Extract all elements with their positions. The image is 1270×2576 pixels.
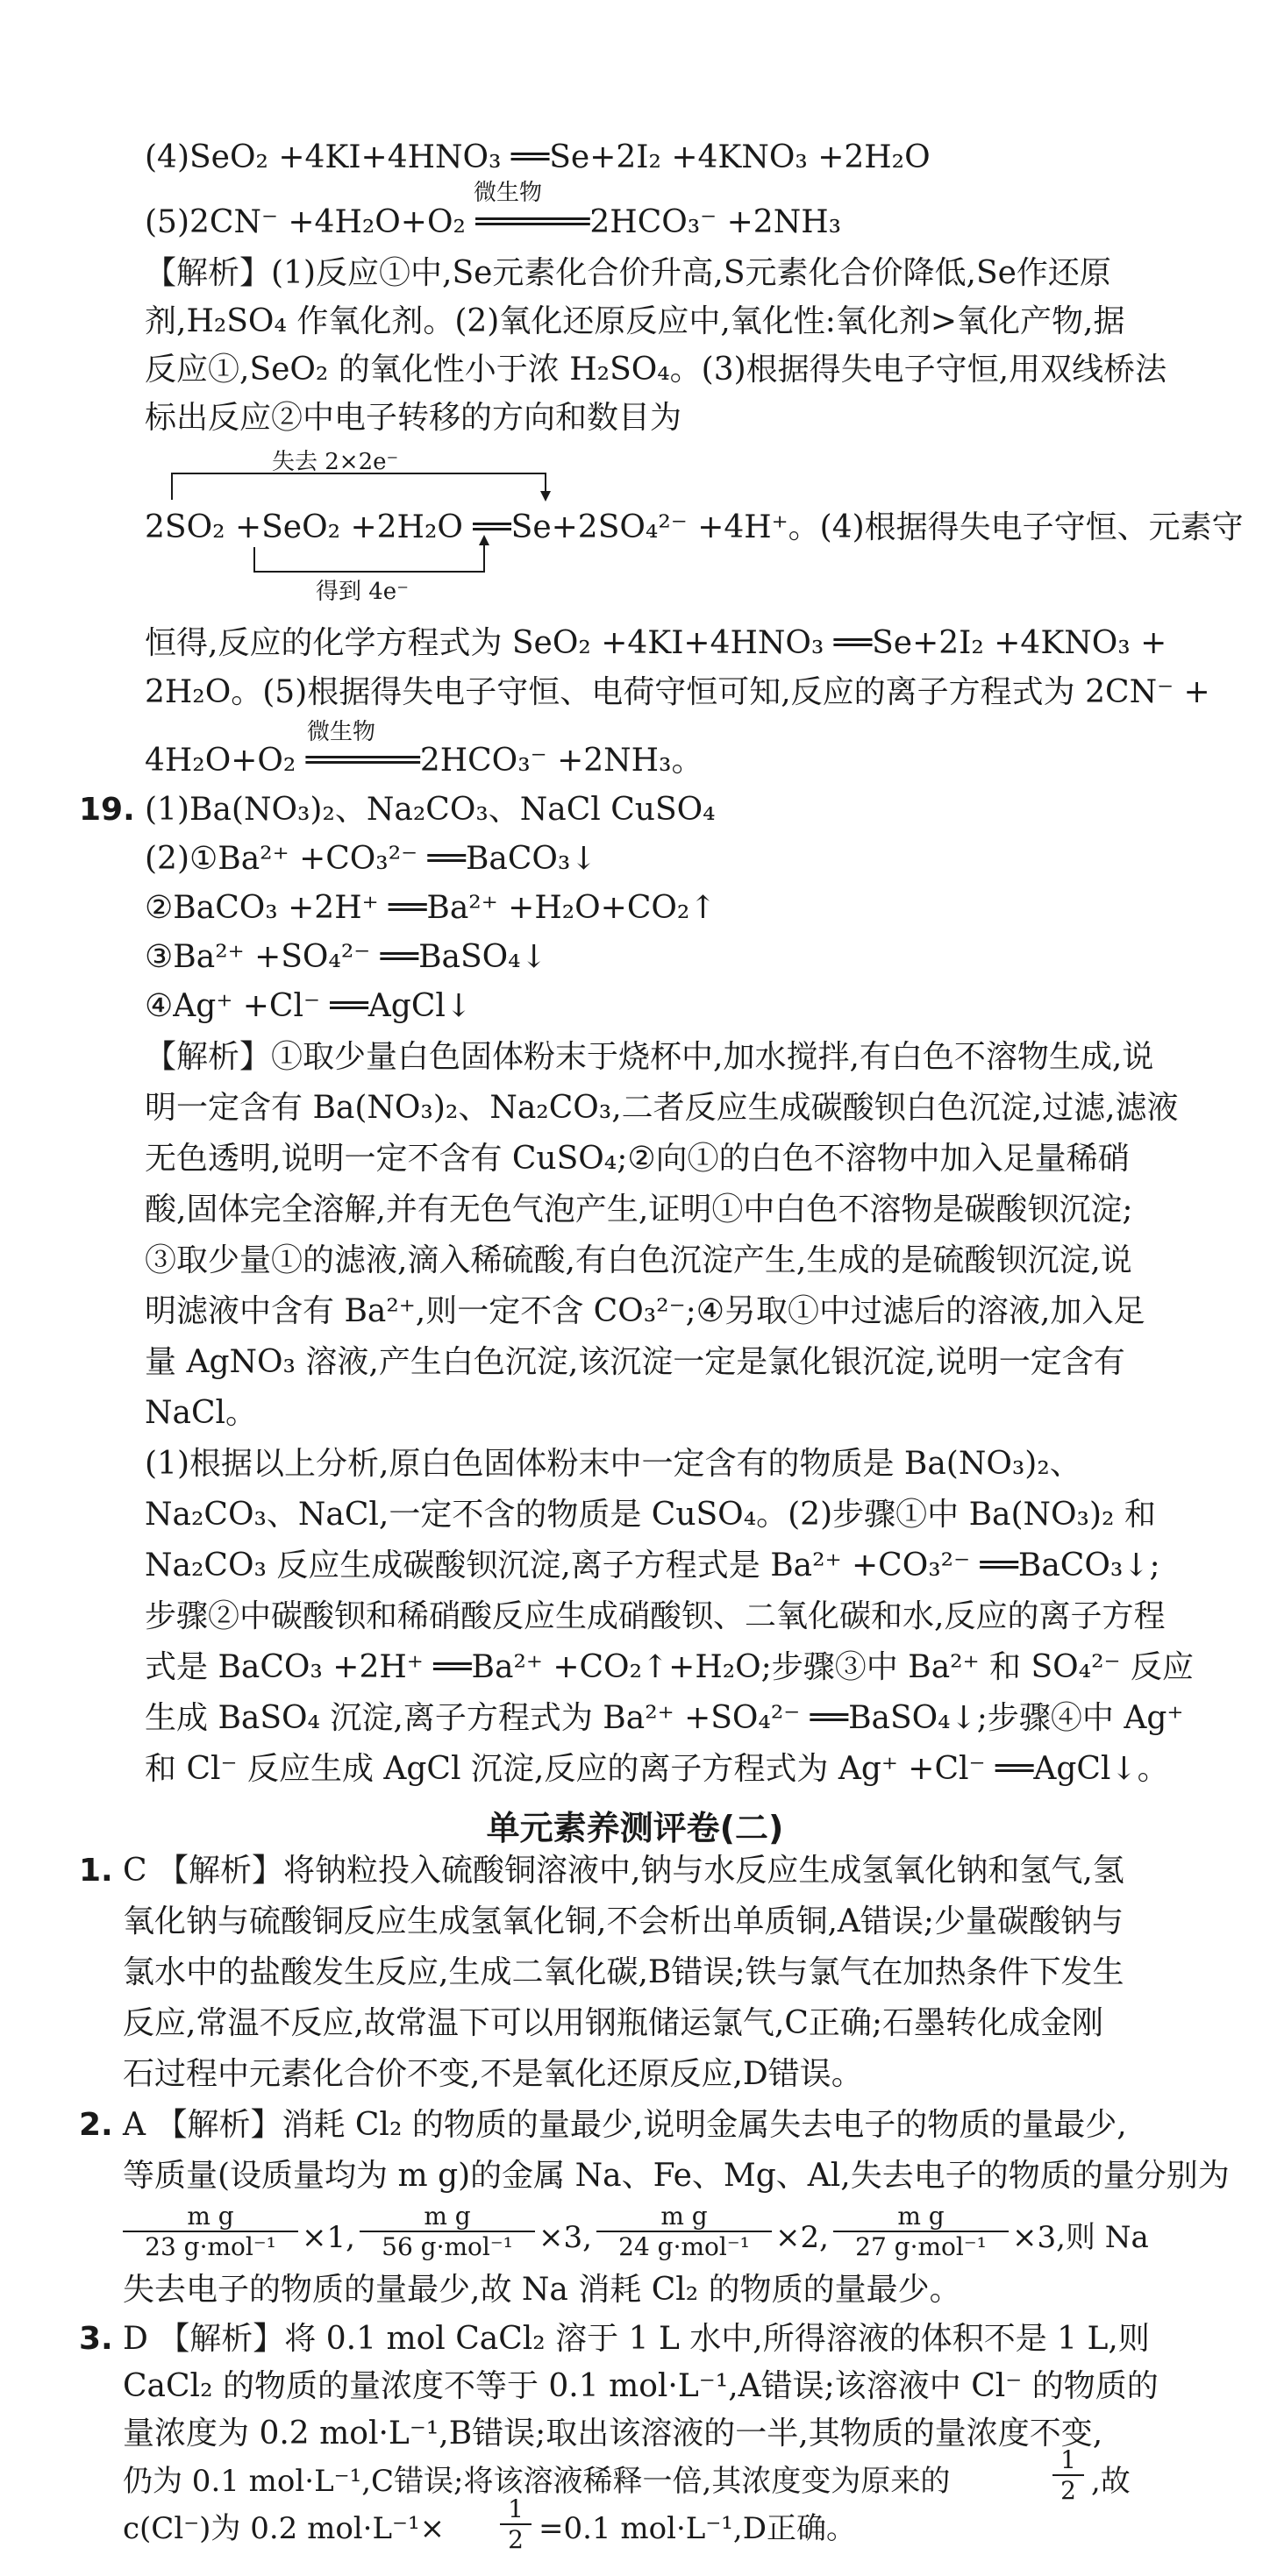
- bridge-lose-label: 失去 2×2e⁻: [272, 449, 399, 475]
- q19-analysis: 明一定含有 Ba(NO₃)₂、Na₂CO₃,二者反应生成碳酸钡白色沉淀,过滤,滤液: [145, 1090, 1179, 1126]
- q2-line: 等质量(设质量均为 m g)的金属 Na、Fe、Mg、Al,失去电子的物质的量分别为: [123, 2158, 1230, 2194]
- question-number-3: 3.: [79, 2321, 113, 2357]
- q19-analysis: 和 Cl⁻ 反应生成 AgCl 沉淀,反应的离子方程式为 Ag⁺ +Cl⁻ ══AgCl↓。: [145, 1751, 1169, 1787]
- q19-answer: ②BaCO₃ +2H⁺ ══Ba²⁺ +H₂O+CO₂↑: [145, 890, 717, 926]
- fraction-numerator: 1: [1060, 2445, 1076, 2474]
- eq-line-5: (5)2CN⁻ +4H₂O+O₂ ══════2HCO₃⁻ +2NH₃: [145, 204, 842, 240]
- q19-analysis: 明滤液中含有 Ba²⁺,则一定不含 CO₃²⁻;④另取①中过滤后的溶液,加入足: [145, 1293, 1145, 1329]
- q3-line: 仍为 0.1 mol·L⁻¹,C错误;将该溶液稀释一倍,其浓度变为原来的: [123, 2464, 951, 2499]
- q19-analysis: NaCl。: [145, 1395, 258, 1431]
- question-number-2: 2.: [79, 2107, 113, 2143]
- fraction-numerator: 1: [508, 2494, 524, 2523]
- q1-line: 石过程中元素化合价不变,不是氧化还原反应,D错误。: [123, 2056, 863, 2092]
- bridge-equation: 2SO₂ +SeO₂ +2H₂O ══Se+2SO₄²⁻ +4H⁺。(4)根据得失电子守恒、元素守: [145, 509, 1244, 545]
- q3-line-tail: =0.1 mol·L⁻¹,D正确。: [539, 2511, 856, 2546]
- q3-line: c(Cl⁻)为 0.2 mol·L⁻¹×: [123, 2511, 446, 2546]
- q19-analysis: Na₂CO₃ 反应生成碳酸钡沉淀,离子方程式是 Ba²⁺ +CO₃²⁻ ══BaCO₃↓;: [145, 1548, 1160, 1583]
- analysis-line: 剂,H₂SO₄ 作氧化剂。(2)氧化还原反应中,氧化性:氧化剂>氧化产物,据: [145, 303, 1125, 339]
- fraction-denominator: 2: [1060, 2476, 1076, 2505]
- fraction-na: [123, 2202, 298, 2262]
- fraction-denominator: 24 g·mol⁻¹: [618, 2232, 750, 2261]
- fraction-numerator: m g: [660, 2202, 708, 2231]
- fraction-mg: [596, 2202, 772, 2262]
- fraction-denominator: 23 g·mol⁻¹: [145, 2232, 276, 2261]
- analysis-line: 【解析】(1)反应①中,Se元素化合价升高,S元素化合价降低,Se作还原: [145, 255, 1111, 291]
- fraction-multiplier: ×3,: [539, 2220, 592, 2255]
- fraction-denominator: 27 g·mol⁻¹: [855, 2232, 987, 2261]
- eq-line-4: (4)SeO₂ +4KI+4HNO₃ ══Se+2I₂ +4KNO₃ +2H₂O: [145, 139, 931, 175]
- fraction-fe: [360, 2202, 535, 2262]
- fraction-al: [833, 2202, 1009, 2262]
- q1-line: C 【解析】将钠粒投入硫酸铜溶液中,钠与水反应生成氢氧化钠和氢气,氢: [123, 1853, 1124, 1889]
- q1-line: 反应,常温不反应,故常温下可以用钢瓶储运氯气,C正确;石墨转化成金刚: [123, 2005, 1104, 2041]
- q19-analysis: 量 AgNO₃ 溶液,产生白色沉淀,该沉淀一定是氯化银沉淀,说明一定含有: [145, 1344, 1125, 1380]
- q19-analysis: 步骤②中碳酸钡和稀硝酸反应生成硝酸钡、二氧化碳和水,反应的离子方程: [145, 1598, 1166, 1634]
- q19-answer: ④Ag⁺ +Cl⁻ ══AgCl↓: [145, 988, 473, 1024]
- q19-analysis: 无色透明,说明一定不含有 CuSO₄;②向①的白色不溶物中加入足量稀硝: [145, 1141, 1130, 1177]
- q3-line: D 【解析】将 0.1 mol CaCl₂ 溶于 1 L 水中,所得溶液的体积不是 1 L,则: [123, 2321, 1150, 2357]
- q3-line: CaCl₂ 的物质的量浓度不等于 0.1 mol·L⁻¹,A错误;该溶液中 Cl⁻ 的物质的: [123, 2368, 1159, 2404]
- q19-analysis: Na₂CO₃、NaCl,一定不含的物质是 CuSO₄。(2)步骤①中 Ba(NO₃)₂ 和: [145, 1497, 1156, 1533]
- catalyst-label: 微生物: [474, 180, 543, 206]
- fraction-half: [1052, 2446, 1084, 2506]
- analysis-line: 标出反应②中电子转移的方向和数目为: [145, 400, 682, 436]
- q1-line: 氧化钠与硫酸铜反应生成氢氧化铜,不会析出单质铜,A错误;少量碳酸钠与: [123, 1904, 1124, 1939]
- fraction-multiplier: ×3,则 Na: [1012, 2220, 1149, 2255]
- q19-answer: (1)Ba(NO₃)₂、Na₂CO₃、NaCl CuSO₄: [145, 792, 716, 828]
- analysis-line: 4H₂O+O₂ ══════2HCO₃⁻ +2NH₃。: [145, 743, 703, 779]
- analysis-line: 反应①,SeO₂ 的氧化性小于浓 H₂SO₄。(3)根据得失电子守恒,用双线桥法: [145, 352, 1167, 388]
- q19-analysis: 式是 BaCO₃ +2H⁺ ══Ba²⁺ +CO₂↑+H₂O;步骤③中 Ba²⁺ 和 SO₄²⁻ 反应: [145, 1649, 1194, 1685]
- q1-line: 氯水中的盐酸发生反应,生成二氧化碳,B错误;铁与氯气在加热条件下发生: [123, 1954, 1124, 1990]
- q19-answer: (2)①Ba²⁺ +CO₃²⁻ ══BaCO₃↓: [145, 841, 597, 877]
- q2-line: 失去电子的物质的量最少,故 Na 消耗 Cl₂ 的物质的量最少。: [123, 2272, 961, 2308]
- fraction-half: [500, 2495, 532, 2555]
- question-number-1: 1.: [79, 1853, 113, 1889]
- question-number-19: 19.: [79, 792, 135, 828]
- q19-analysis: 酸,固体完全溶解,并有无色气泡产生,证明①中白色不溶物是碳酸钡沉淀;: [145, 1192, 1133, 1228]
- q19-answer: ③Ba²⁺ +SO₄²⁻ ══BaSO₄↓: [145, 939, 547, 975]
- fraction-denominator: 2: [508, 2525, 524, 2554]
- analysis-line: 2H₂O。(5)根据得失电子守恒、电荷守恒可知,反应的离子方程式为 2CN⁻ +: [145, 674, 1210, 710]
- q3-line-tail: ,故: [1091, 2464, 1131, 2499]
- fraction-numerator: m g: [187, 2202, 234, 2231]
- analysis-line: 恒得,反应的化学方程式为 SeO₂ +4KI+4HNO₃ ══Se+2I₂ +4KNO₃ +: [145, 625, 1167, 661]
- q19-analysis: ③取少量①的滤液,滴入稀硫酸,有白色沉淀产生,生成的是硫酸钡沉淀,说: [145, 1242, 1132, 1278]
- q19-analysis: (1)根据以上分析,原白色固体粉末中一定含有的物质是 Ba(NO₃)₂、: [145, 1446, 1081, 1482]
- bridge-gain-label: 得到 4e⁻: [316, 579, 409, 605]
- fraction-multiplier: ×1,: [302, 2220, 355, 2255]
- fraction-denominator: 56 g·mol⁻¹: [382, 2232, 513, 2261]
- q2-line: A 【解析】消耗 Cl₂ 的物质的量最少,说明金属失去电子的物质的量最少,: [123, 2107, 1127, 2143]
- q19-analysis: 生成 BaSO₄ 沉淀,离子方程式为 Ba²⁺ +SO₄²⁻ ══BaSO₄↓;步骤④中 Ag⁺: [145, 1700, 1184, 1736]
- fraction-numerator: m g: [897, 2202, 945, 2231]
- section-title: 单元素养测评卷(二): [486, 1809, 784, 1847]
- fraction-numerator: m g: [424, 2202, 471, 2231]
- catalyst-label: 微生物: [307, 719, 376, 745]
- fraction-multiplier: ×2,: [775, 2220, 829, 2255]
- q3-line: 量浓度为 0.2 mol·L⁻¹,B错误;取出该溶液的一半,其物质的量浓度不变,: [123, 2416, 1103, 2451]
- q19-analysis: 【解析】①取少量白色固体粉末于烧杯中,加水搅拌,有白色不溶物生成,说: [145, 1039, 1154, 1075]
